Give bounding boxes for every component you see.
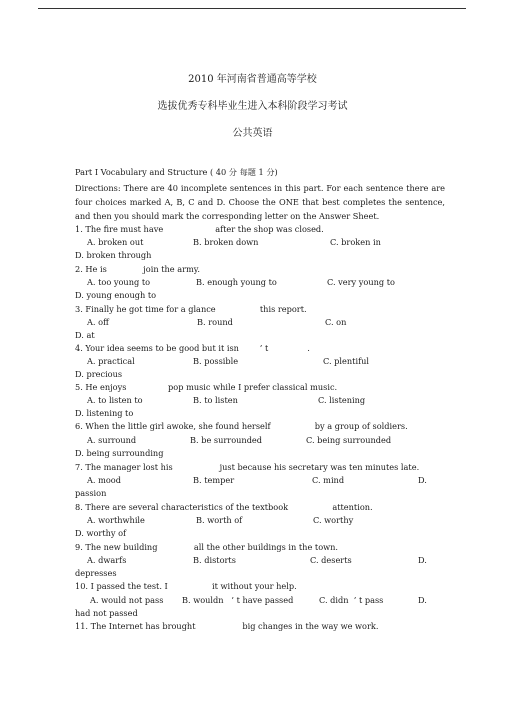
- question-stem: 6. When the little girl awoke, she found herself by a group of soldiers.: [75, 421, 408, 431]
- option-b: B. be surrounded: [190, 435, 263, 445]
- option-c: C. very young to: [327, 277, 395, 287]
- option-d: D. worthy of: [75, 528, 127, 538]
- option-b: B. worth of: [196, 515, 243, 525]
- option-a: A. broken out: [87, 237, 144, 247]
- option-c: C. worthy: [313, 515, 354, 525]
- option-c: C. deserts: [310, 555, 352, 565]
- question-stem: 5. He enjoys pop music while I prefer classical music.: [75, 382, 338, 392]
- option-c: C. on: [325, 317, 347, 327]
- option-a: A. dwarfs: [87, 555, 127, 565]
- question-stem: 3. Finally he got time for a glance this report.: [75, 304, 307, 314]
- question-stem: 9. The new building all the other buildings in the town.: [75, 542, 339, 552]
- option-a: A. practical: [87, 356, 135, 366]
- directions-line: Directions: There are 40 incomplete sentences in this part. For each sentence there are: [75, 183, 445, 193]
- option-a: A. worthwhile: [87, 515, 145, 525]
- option-a: A. mood: [87, 475, 121, 485]
- option-a: A. too young to: [87, 277, 151, 287]
- option-d: D.: [418, 595, 427, 605]
- directions-line: four choices marked A, B, C and D. Choose the ONE that best completes the sentence,: [75, 197, 445, 207]
- option-d: D. at: [75, 330, 95, 340]
- exam-title-main: 选拔优秀专科毕业生进入本科阶段学习考试: [157, 101, 348, 112]
- option-d-text: depresses: [75, 568, 117, 578]
- exam-title-year: 2010 年河南省普通高等学校: [188, 74, 317, 85]
- option-c: C. didn ’ t pass: [319, 595, 384, 605]
- directions-line: and then you should mark the corresponding letter on the Answer Sheet.: [75, 211, 380, 221]
- option-d-text: had not passed: [75, 608, 138, 618]
- option-a: A. to listen to: [87, 395, 143, 405]
- question-stem: 7. The manager lost his just because his secretary was ten minutes late.: [75, 462, 420, 472]
- question-stem: 8. There are several characteristics of the textbook attention.: [75, 502, 373, 512]
- question-stem: 1. The fire must have after the shop was closed.: [75, 224, 324, 234]
- option-d-text: passion: [75, 488, 107, 498]
- option-c: C. mind: [312, 475, 345, 485]
- option-d: D. precious: [75, 369, 123, 379]
- option-c: C. being surrounded: [306, 435, 392, 445]
- option-d: D. young enough to: [75, 290, 157, 300]
- part-heading: Part Ⅰ Vocabulary and Structure ( 40 分 每题 1 分): [75, 167, 278, 177]
- question-stem: 2. He is join the army.: [75, 264, 200, 274]
- option-b: B. possible: [193, 356, 239, 366]
- option-d: D. being surrounding: [75, 448, 164, 458]
- option-d: D. listening to: [75, 408, 134, 418]
- option-c: C. listening: [318, 395, 366, 405]
- option-b: B. round: [197, 317, 233, 327]
- exam-subject: 公共英语: [232, 128, 273, 139]
- top-rule: [38, 8, 466, 9]
- question-stem: 10. I passed the test. I it without your help.: [75, 581, 297, 591]
- option-c: C. plentiful: [323, 356, 369, 366]
- option-d: D.: [418, 555, 427, 565]
- option-a: A. surround: [87, 435, 137, 445]
- question-stem: 4. Your idea seems to be good but it isn ’ t .: [75, 343, 310, 353]
- option-c: C. broken in: [330, 237, 381, 247]
- option-d: D.: [418, 475, 427, 485]
- option-b: B. broken down: [193, 237, 259, 247]
- option-d: D. broken through: [75, 250, 152, 260]
- option-b: B. wouldn ’ t have passed: [182, 595, 294, 605]
- option-b: B. temper: [193, 475, 235, 485]
- option-b: B. distorts: [193, 555, 236, 565]
- option-a: A. off: [87, 317, 109, 327]
- option-b: B. to listen: [193, 395, 238, 405]
- question-stem: 11. The Internet has brought big changes in the way we work.: [75, 621, 379, 631]
- option-b: B. enough young to: [196, 277, 277, 287]
- option-a: A. would not pass: [90, 595, 164, 605]
